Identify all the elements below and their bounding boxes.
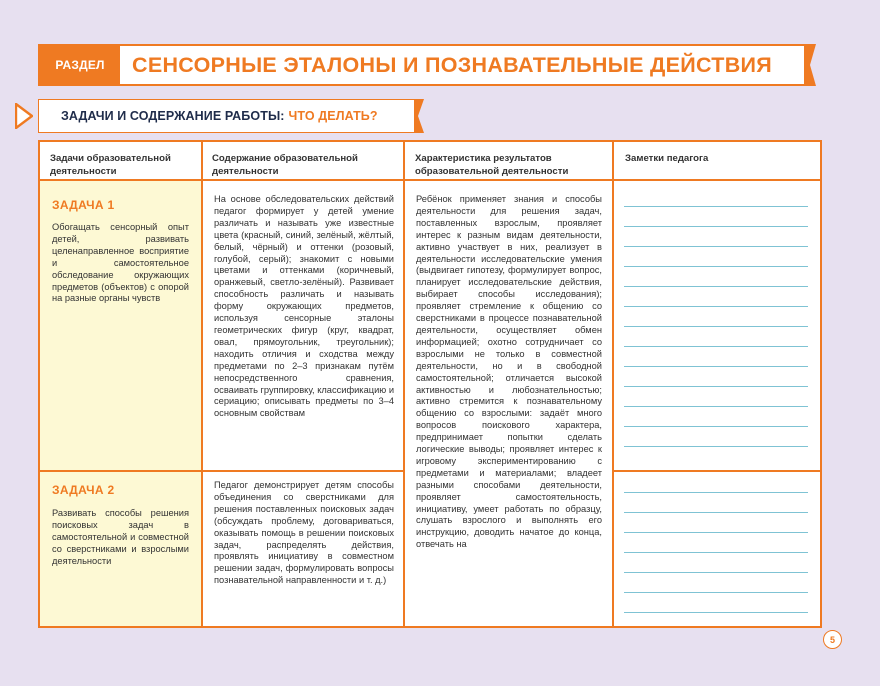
column-header-tasks: Задачи образовательной деятельности: [50, 153, 171, 177]
note-line: [624, 406, 808, 407]
header-divider: [40, 179, 820, 181]
page-number: 5: [823, 630, 842, 649]
note-line: [624, 206, 808, 207]
column-header-content: Содержание образовательной деятельности: [212, 153, 358, 177]
task-2-description: Развивать способы решения поисковых задач в самостоятельной и совместной со сверстниками и взрослыми деятельности: [52, 508, 189, 566]
task-1-title: ЗАДАЧА 1: [52, 198, 115, 212]
banner-tail-icon: [804, 44, 816, 86]
note-line: [624, 266, 808, 267]
column-divider: [403, 142, 405, 626]
section-banner: [38, 44, 806, 86]
task-2-title: ЗАДАЧА 2: [52, 483, 115, 497]
note-line: [624, 306, 808, 307]
subtitle-accent: ЧТО ДЕЛАТЬ?: [288, 108, 378, 123]
note-line: [624, 552, 808, 553]
note-line: [624, 492, 808, 493]
arrow-right-icon: [15, 103, 33, 129]
note-line: [624, 386, 808, 387]
row-divider: [612, 470, 820, 472]
note-line: [624, 246, 808, 247]
note-line: [624, 592, 808, 593]
column-header-notes: Заметки педагога: [625, 153, 709, 164]
task-1-description: Обогащать сенсорный опыт детей, развивать целенаправленное восприятие и самостоятельное обследование окружающих предметов (объектов) с опорой на разные органы чувств: [52, 222, 189, 304]
column-header-results: Характеристика результатов образовательной деятельности: [415, 153, 569, 177]
column-divider: [612, 142, 614, 626]
note-line: [624, 346, 808, 347]
page-title: СЕНСОРНЫЕ ЭТАЛОНЫ И ПОЗНАВАТЕЛЬНЫЕ ДЕЙСТВИЯ: [132, 52, 773, 77]
subtitle: [61, 100, 378, 131]
note-line: [624, 226, 808, 227]
row-divider: [40, 470, 403, 472]
note-line: [624, 366, 808, 367]
note-line: [624, 426, 808, 427]
tasks-table: [38, 140, 822, 628]
note-line: [624, 612, 808, 613]
note-line: [624, 532, 808, 533]
note-line: [624, 572, 808, 573]
column-divider: [201, 142, 203, 626]
note-line: [624, 512, 808, 513]
subtitle-banner: [38, 99, 416, 133]
note-line: [624, 326, 808, 327]
subtitle-tail-icon: [414, 99, 424, 133]
note-line: [624, 446, 808, 447]
results-text: Ребёнок применяет знания и способы деятельности для решения задач, поставленных взрослым, проявляет интерес к разным видам деятельности, активно участвует в них, реализует в деятельности исследовательские умения (выдвигает гипотезу, формулирует вопрос, планирует исследовательские действия, выбирает способы исследования); проявляет стремление к общению со сверстниками в процессе познавательной деятельности, осуществляет обмен информацией; охотно сотрудничает со взрослыми не только в совместной деятельности, но и в свободной самостоятельной; отличается высокой активностью и любознательностью; активно стремится к познавательному общению со взрослыми: задаёт много вопросов поискового характера, предпринимает попытки сделать логические выводы; проявляет интерес к игровому экспериментированию с предметами и материалами; владеет разными способами деятельности, проявляет самостоятельность, инициативу, умеет работать по образцу, слушать взрослого и выполнять его инструкцию, доводить начатое до конца, отвечать на: [416, 194, 602, 550]
task-2-content: Педагог демонстрирует детям способы объединения со сверстниками для решения поставленных поисковых задач (обсуждать проблему, договариваться, оказывать помощь в решении поисковых задач, распределять действия, проявлять инициативу в совместном решении задач, формулировать вопросы познавательной направленности и т. д.): [214, 480, 394, 586]
subtitle-text: ЗАДАЧИ И СОДЕРЖАНИЕ РАБОТЫ:: [61, 108, 285, 123]
note-line: [624, 286, 808, 287]
task-1-content: На основе обследовательских действий педагог формирует у детей умение различать и называть уже известные цвета (красный, синий, зелёный, жёлтый, белый, чёрный) и оттенки (розовый, голубой, серый); знакомит с новыми цветами и оттенками (коричневый, оранжевый, светло-зелёный). Развивает способность различать и называть форму окружающих предметов, используя сенсорные эталоны геометрических фигур (круг, квадрат, овал, прямоугольник, треугольник); находить отличия и сходства между предметами по 2–3 признакам путём непосредственного сравнения, осваивать группировку, классификацию и сериацию; описывать предметы по 3–4 основным свойствам: [214, 194, 395, 419]
section-label: РАЗДЕЛ: [40, 46, 120, 84]
